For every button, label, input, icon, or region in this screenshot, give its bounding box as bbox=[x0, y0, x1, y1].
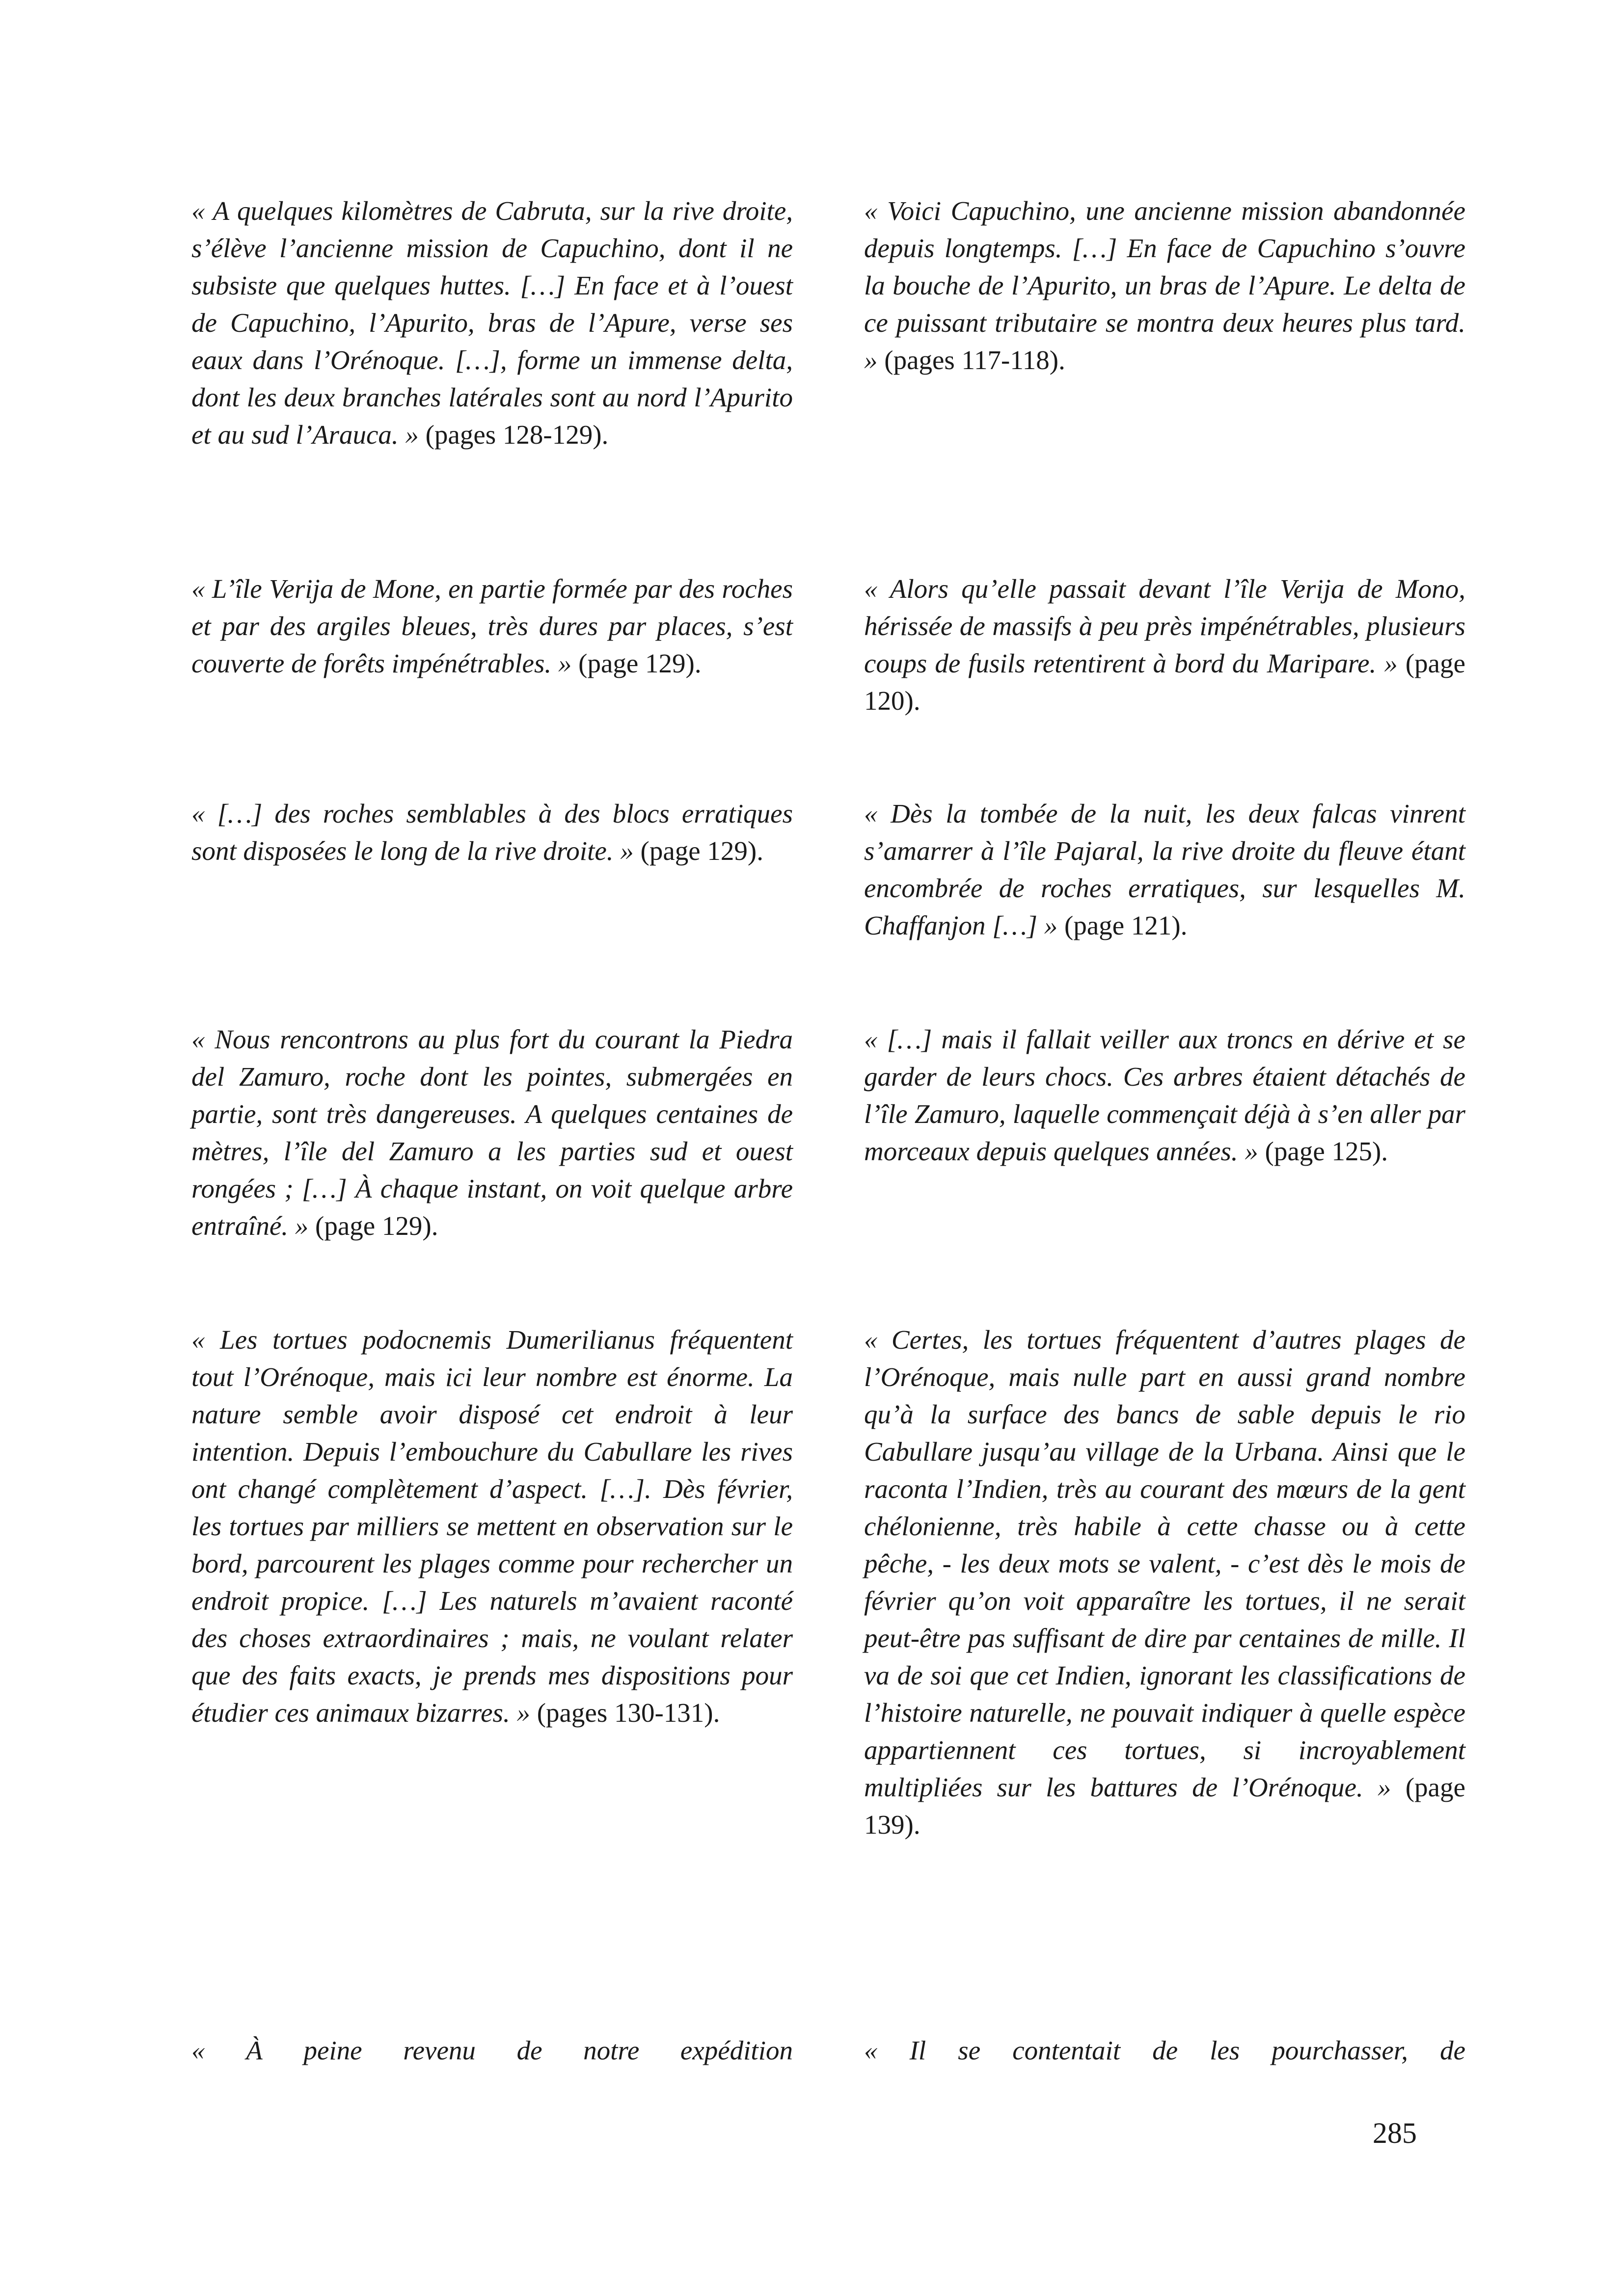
quote: « L’île Verija de Mone, en partie formée par des roches et par des argiles bleues, très dures par places, s’est couverte de forêts impénétrables. » bbox=[191, 574, 793, 678]
passage-pair-4 bbox=[191, 1021, 1465, 1245]
page-number: 285 bbox=[1373, 2117, 1417, 2149]
passage-pair-2 bbox=[191, 570, 1465, 720]
page-reference: (page 129). bbox=[308, 1211, 438, 1241]
left-passage-2 bbox=[191, 570, 793, 720]
quote: « Les tortues podocnemis Dumerilianus fréquentent tout l’Orénoque, mais ici leur nombre est énorme. La nature semble avoir disposé cet endroit à leur intention. Depuis l’embouchure du Cabullare les rives ont changé complètement d’aspect. […]. Dès février, les tortues par milliers se mettent en observation sur le bord, parcourent les plages comme pour rechercher un endroit propice. […] Les naturels m’avaient raconté des choses extraordinaires ; mais, ne voulant relater que des faits exacts, je prends mes dispositions pour étudier ces animaux bizarres. » bbox=[191, 1325, 793, 1728]
right-passage-6 bbox=[864, 2032, 1465, 2069]
left-passage-6 bbox=[191, 2032, 793, 2069]
page-reference: (page 125). bbox=[1258, 1136, 1388, 1166]
quote: « Certes, les tortues fréquentent d’autres plages de l’Orénoque, mais nulle part en aussi grand nombre qu’à la surface des bancs de sable depuis le rio Cabullare jusqu’au village de la Urbana. Ainsi que le raconta l’Indien, très au courant des mœurs de la gent chélonienne, très habile à cette chasse ou à cette pêche, - les deux mots se valent, - c’est dès le mois de février qu’on voit apparaître les tortues, il ne serait peut-être pas suffisant de dire par centaines de mille. Il va de soi que cet Indien, ignorant les classifications de l’histoire naturelle, ne pouvait indiquer à quelle espèce appartiennent ces tortues, si incroyablement multipliées sur les battures de l’Orénoque. » bbox=[864, 1325, 1465, 1802]
quote: « À peine revenu de notre expédition bbox=[191, 2035, 793, 2065]
page-reference: (page 139). bbox=[864, 1772, 1465, 1840]
passage-pair-3 bbox=[191, 795, 1465, 944]
page-reference: (page 120). bbox=[864, 648, 1465, 716]
left-passage-3 bbox=[191, 795, 793, 944]
quote: « […] des roches semblables à des blocs erratiques sont disposées le long de la rive droite. » bbox=[191, 799, 793, 866]
page-reference: (pages 128-129). bbox=[418, 420, 609, 450]
quote: « Dès la tombée de la nuit, les deux falcas vinrent s’amarrer à l’île Pajaral, la rive droite du fleuve étant encombrée de roches erratiques, sur lesquelles M. Chaffanjon […] » bbox=[864, 799, 1465, 940]
left-passage-5 bbox=[191, 1321, 793, 1843]
right-passage-1 bbox=[864, 192, 1465, 454]
quote: « Voici Capuchino, une ancienne mission abandonnée depuis longtemps. […] En face de Capuchino s’ouvre la bouche de l’Apurito, un bras de l’Apure. Le delta de ce puissant tributaire se montra deux heures plus tard. » bbox=[864, 196, 1465, 375]
page-reference: (page 129). bbox=[633, 836, 763, 866]
page-reference: (pages 117-118). bbox=[877, 345, 1065, 375]
quote: « Il se contentait de les pourchasser, de bbox=[864, 2035, 1465, 2065]
left-passage-1 bbox=[191, 192, 793, 454]
quote: « […] mais il fallait veiller aux troncs en dérive et se garder de leurs chocs. Ces arbres étaient détachés de l’île Zamuro, laquelle commençait déjà à s’en aller par morceaux depuis quelques années. » bbox=[864, 1024, 1465, 1166]
right-passage-2 bbox=[864, 570, 1465, 720]
passage-pair-5 bbox=[191, 1321, 1465, 1843]
quote: « Nous rencontrons au plus fort du courant la Piedra del Zamuro, roche dont les pointes, submergées en partie, sont très dangereuses. A quelques centaines de mètres, l’île del Zamuro a les parties sud et ouest rongées ; […] À chaque instant, on voit quelque arbre entraîné. » bbox=[191, 1024, 793, 1241]
quote: « A quelques kilomètres de Cabruta, sur la rive droite, s’élève l’ancienne mission de Capuchino, dont il ne subsiste que quelques huttes. […] En face et à l’ouest de Capuchino, l’Apurito, bras de l’Apure, verse ses eaux dans l’Orénoque. […], forme un immense delta, dont les deux branches latérales sont au nord l’Apurito et au sud l’Arauca. » bbox=[191, 196, 793, 450]
right-passage-4 bbox=[864, 1021, 1465, 1245]
right-passage-5 bbox=[864, 1321, 1465, 1843]
left-passage-4 bbox=[191, 1021, 793, 1245]
page-reference: (page 121). bbox=[1057, 910, 1188, 940]
page-reference: (page 129). bbox=[571, 648, 702, 678]
quote: « Alors qu’elle passait devant l’île Verija de Mono, hérissée de massifs à peu près impénétrables, plusieurs coups de fusils retentirent à bord du Maripare. » bbox=[864, 574, 1465, 678]
page-reference: (pages 130-131). bbox=[530, 1698, 720, 1728]
passage-pair-1 bbox=[191, 192, 1465, 454]
right-passage-3 bbox=[864, 795, 1465, 944]
passage-pair-6 bbox=[191, 2032, 1465, 2069]
